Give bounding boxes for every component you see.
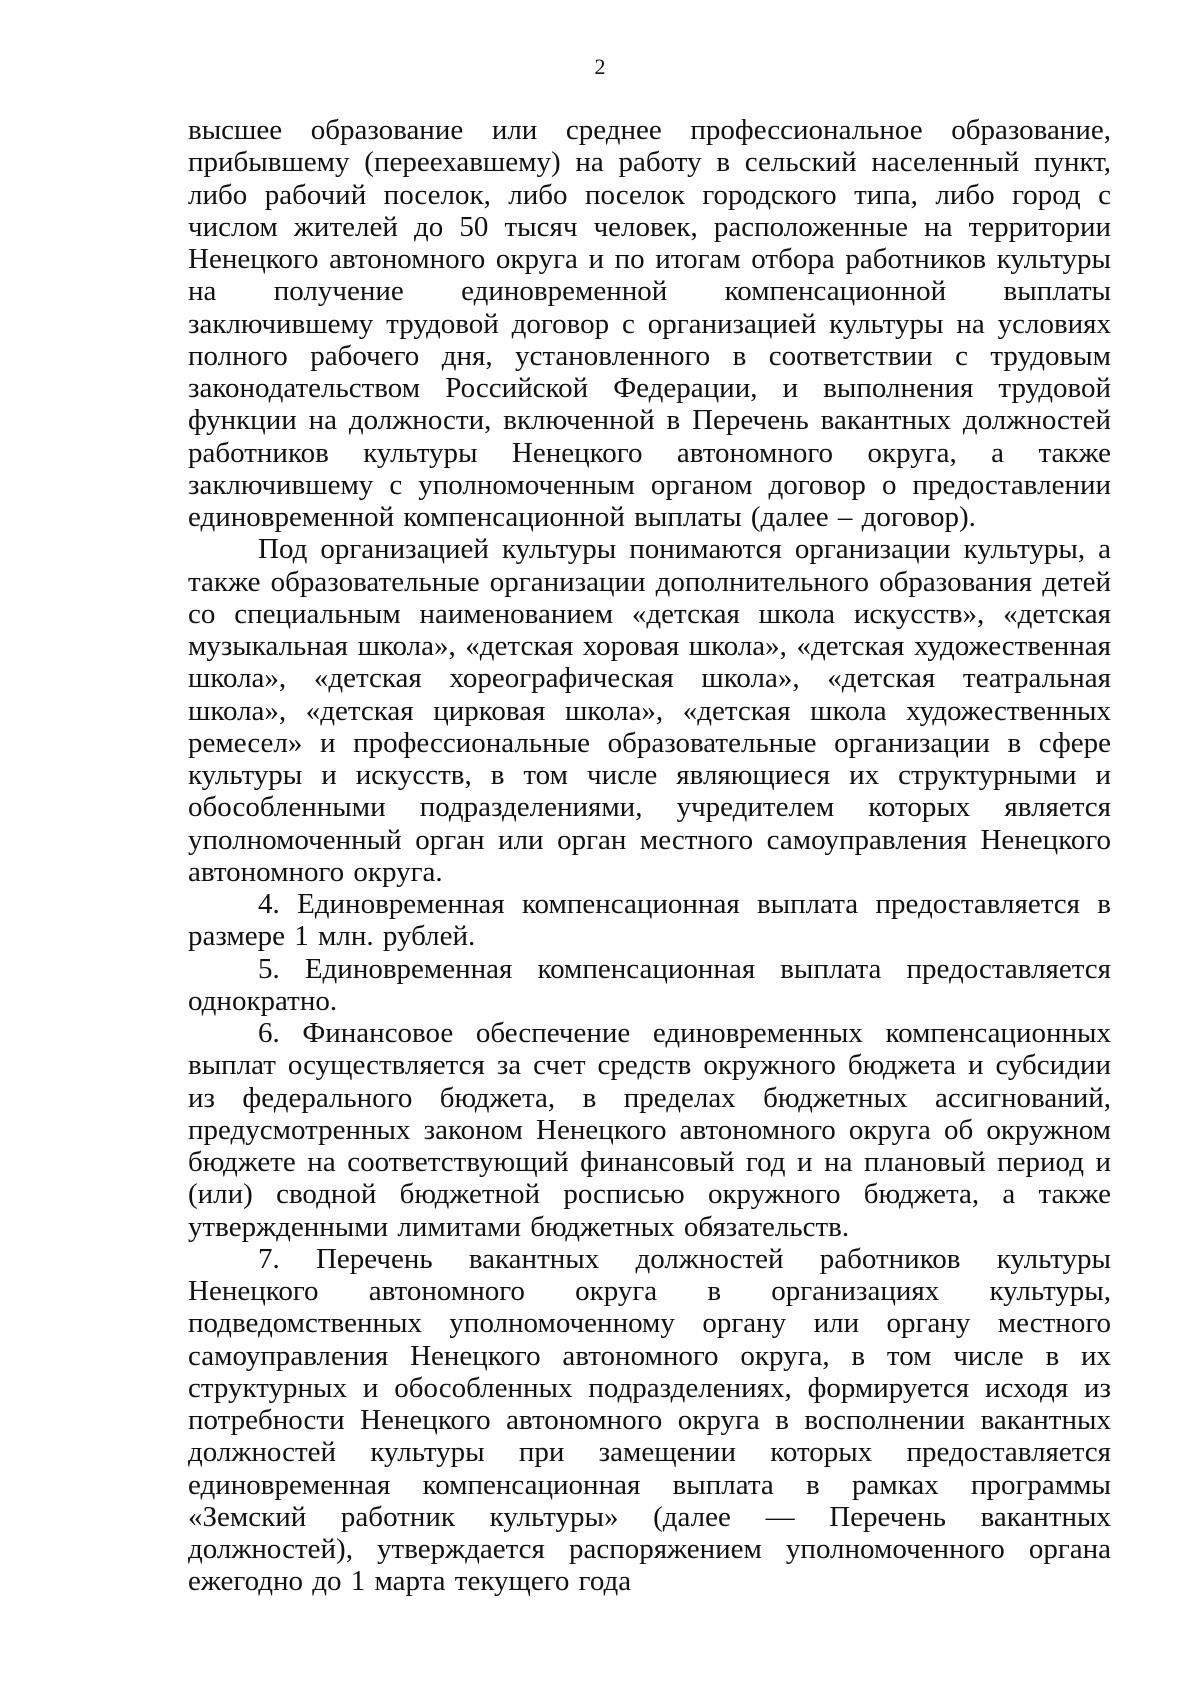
document-body: [188, 114, 1111, 1598]
paragraph-item-5: 5. Единовременная компенсационная выплата предоставляется однократно.: [188, 952, 1111, 1017]
page-number: 2: [594, 54, 606, 79]
paragraph-item-6: 6. Финансовое обеспечение единовременных компенсационных выплат осуществляется за счет средств окружного бюджета и субсидии из федерального бюджета, в пределах бюджетных ассигнований, предусмотренных законом Ненецкого автономного округа об окружном бюджете на соответствующий финансовый год и на плановый период и (или) сводной бюджетной росписью окружного бюджета, а также утвержденными лимитами бюджетных обязательств.: [188, 1017, 1111, 1243]
paragraph-continuation: высшее образование или среднее профессиональное образование, прибывшему (переехавшему) на работу в сельский населенный пункт, либо рабочий поселок, либо поселок городского типа, либо город с числом жителей до 50 тысяч человек, расположенные на территории Ненецкого автономного округа и по итогам отбора работников культуры на получение единовременной компенсационной выплаты заключившему трудовой договор с организацией культуры на условиях полного рабочего дня, установленного в соответствии с трудовым законодательством Российской Федерации, и выполнения трудовой функции на должности, включенной в Перечень вакантных должностей работников культуры Ненецкого автономного округа, а также заключившему с уполномоченным органом договор о предоставлении единовременной компенсационной выплаты (далее – договор).: [188, 114, 1111, 533]
paragraph-culture-organization-definition: Под организацией культуры понимаются организации культуры, а также образовательные организации дополнительного образования детей со специальным наименованием «детская школа искусств», «детская музыкальная школа», «детская хоровая школа», «детская художественная школа», «детская хореографическая школа», «детская театральная школа», «детская цирковая школа», «детская школа художественных ремесел» и профессиональные образовательные организации в сфере культуры и искусств, в том числе являющиеся их структурными и обособленными подразделениями, учредителем которых является уполномоченный орган или орган местного самоуправления Ненецкого автономного округа.: [188, 533, 1111, 888]
paragraph-item-7: 7. Перечень вакантных должностей работников культуры Ненецкого автономного округа в организациях культуры, подведомственных уполномоченному органу или органу местного самоуправления Ненецкого автономного округа, в том числе в их структурных и обособленных подразделениях, формируется исходя из потребности Ненецкого автономного округа в восполнении вакантных должностей культуры при замещении которых предоставляется единовременная компенсационная выплата в рамках программы «Земский работник культуры» (далее — Перечень вакантных должностей), утверждается распоряжением уполномоченного органа ежегодно до 1 марта текущего года: [188, 1242, 1111, 1598]
paragraph-item-4: 4. Единовременная компенсационная выплата предоставляется в размере 1 млн. рублей.: [188, 888, 1111, 953]
